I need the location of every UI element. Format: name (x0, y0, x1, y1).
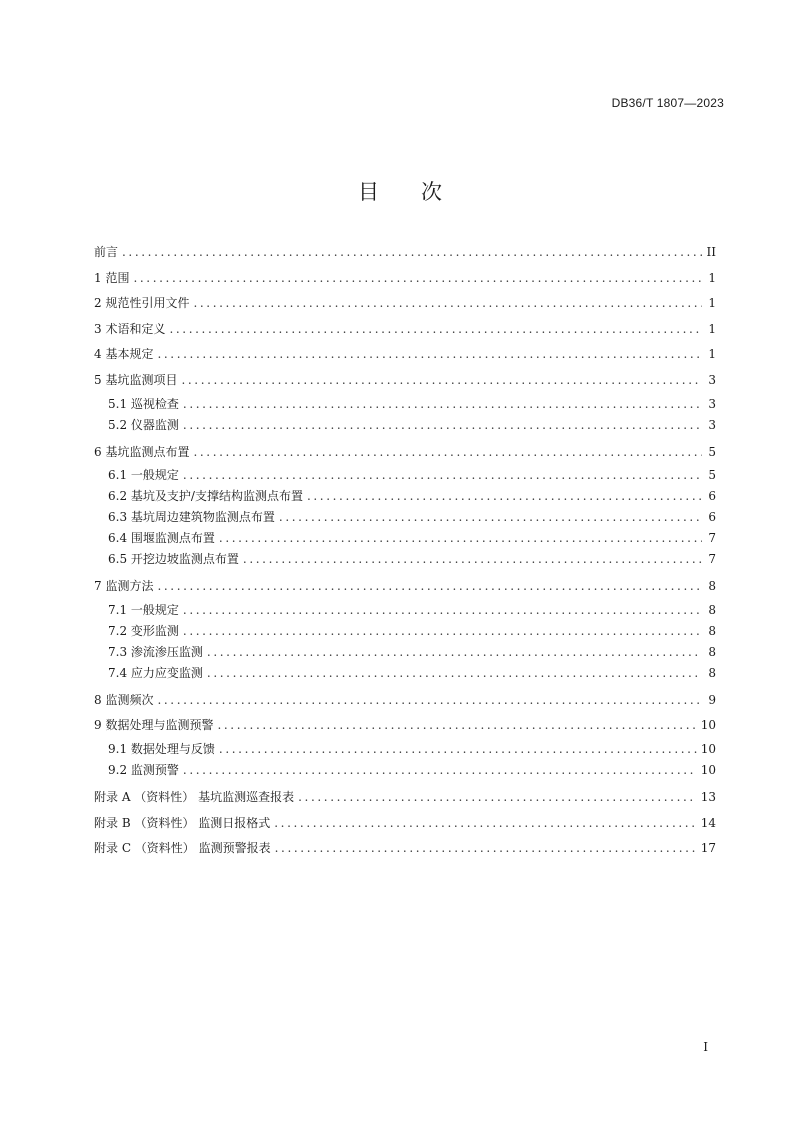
toc-entry[interactable] (94, 342, 716, 368)
toc-entry-label: 9 数据处理与监测预警 (94, 718, 214, 733)
footer-page-number: I (703, 1040, 708, 1054)
toc-entry-label: 附录 B （资料性） 监测日报格式 (94, 815, 271, 830)
toc-entry-label: 1 范围 (94, 270, 130, 285)
toc-entry-page: II (706, 245, 716, 259)
toc-entry-label: 7.4 应力应变监测 (108, 665, 203, 680)
toc-entry[interactable] (94, 394, 716, 415)
toc-leader-dots (183, 621, 702, 642)
toc-leader-dots (169, 317, 702, 343)
toc-entry[interactable] (94, 621, 716, 642)
toc-leader-dots (207, 642, 702, 663)
toc-entry-label: 6.3 基坑周边建筑物监测点布置 (108, 510, 275, 525)
toc-entry[interactable] (94, 266, 716, 292)
toc-entry-page: 8 (708, 579, 716, 594)
toc-leader-dots (157, 688, 702, 714)
toc-entry-label: 前言 (94, 245, 119, 259)
toc-entry[interactable] (94, 713, 716, 739)
toc-leader-dots (183, 415, 702, 436)
toc-leader-dots (193, 291, 702, 317)
toc-entry-label: 7.3 渗流渗压监测 (108, 644, 203, 659)
toc-entry[interactable] (94, 688, 716, 714)
toc-entry[interactable] (94, 785, 716, 811)
toc-leader-dots (274, 811, 696, 837)
toc-entry-page: 1 (708, 347, 716, 362)
toc-entry-label: 7.1 一般规定 (108, 602, 179, 617)
toc-leader-dots (207, 663, 702, 684)
toc-leader-dots (298, 785, 697, 811)
toc-entry[interactable] (94, 836, 716, 862)
toc-entry[interactable] (94, 317, 716, 343)
toc-entry[interactable] (94, 486, 716, 507)
toc-entry-label: 6.1 一般规定 (108, 468, 179, 483)
toc-entry[interactable] (94, 642, 716, 663)
toc-entry[interactable] (94, 240, 716, 266)
toc-entry-label: 附录 C （资料性） 监测预警报表 (94, 841, 271, 856)
toc-leader-dots (219, 739, 697, 760)
toc-leader-dots (181, 368, 702, 394)
toc-entry-label: 6.2 基坑及支护/支撑结构监测点布置 (108, 489, 303, 504)
toc-entry-page: 10 (700, 762, 716, 777)
toc-entry-page: 7 (708, 552, 716, 567)
table-of-contents (94, 240, 716, 862)
toc-leader-dots (157, 574, 702, 600)
page-title: 目 次 (358, 180, 442, 204)
toc-leader-dots (193, 440, 702, 466)
toc-entry-label: 附录 A （资料性） 基坑监测巡查报表 (94, 789, 295, 804)
toc-entry-label: 6.4 围堰监测点布置 (108, 531, 215, 546)
toc-entry-label: 3 术语和定义 (94, 321, 166, 336)
toc-entry[interactable] (94, 465, 716, 486)
toc-entry-page: 1 (708, 321, 716, 336)
toc-entry-label: 8 监测频次 (94, 692, 154, 707)
toc-entry-page: 1 (708, 296, 716, 311)
toc-entry-page: 13 (700, 789, 716, 804)
toc-entry-page: 6 (708, 489, 716, 504)
toc-entry-label: 6 基坑监测点布置 (94, 444, 190, 459)
toc-entry[interactable] (94, 528, 716, 549)
toc-entry-page: 3 (708, 417, 716, 432)
toc-entry[interactable] (94, 739, 716, 760)
toc-entry[interactable] (94, 440, 716, 466)
toc-leader-dots (279, 507, 702, 528)
toc-entry-page: 10 (700, 718, 716, 733)
toc-entry-label: 4 基本规定 (94, 347, 154, 362)
toc-entry[interactable] (94, 368, 716, 394)
toc-entry-label: 5.1 巡视检查 (108, 396, 179, 411)
toc-entry-page: 14 (700, 815, 716, 830)
toc-entry-page: 17 (700, 841, 716, 856)
toc-entry-label: 5.2 仪器监测 (108, 417, 179, 432)
toc-entry-page: 8 (708, 644, 716, 659)
toc-leader-dots (219, 528, 702, 549)
toc-entry-page: 8 (708, 665, 716, 680)
toc-entry[interactable] (94, 574, 716, 600)
toc-entry[interactable] (94, 291, 716, 317)
toc-entry-label: 6.5 开挖边坡监测点布置 (108, 552, 239, 567)
toc-entry-page: 1 (708, 270, 716, 285)
toc-entry-page: 3 (708, 372, 716, 387)
toc-leader-dots (157, 342, 702, 368)
document-code: DB36/T 1807—2023 (611, 96, 724, 110)
toc-entry-page: 9 (708, 692, 716, 707)
toc-entry[interactable] (94, 507, 716, 528)
toc-entry-page: 8 (708, 623, 716, 638)
toc-entry[interactable] (94, 415, 716, 436)
toc-entry-label: 9.2 监测预警 (108, 762, 179, 777)
toc-entry-label: 2 规范性引用文件 (94, 296, 190, 311)
toc-entry-page: 5 (708, 468, 716, 483)
toc-leader-dots (217, 713, 696, 739)
toc-entry-label: 7 监测方法 (94, 579, 154, 594)
toc-leader-dots (183, 760, 697, 781)
toc-leader-dots (243, 549, 702, 570)
toc-entry[interactable] (94, 760, 716, 781)
toc-leader-dots (122, 240, 702, 266)
toc-leader-dots (183, 600, 702, 621)
toc-entry-page: 7 (708, 531, 716, 546)
toc-entry[interactable] (94, 549, 716, 570)
toc-entry[interactable] (94, 811, 716, 837)
toc-entry-label: 9.1 数据处理与反馈 (108, 741, 215, 756)
toc-entry-page: 6 (708, 510, 716, 525)
toc-entry-label: 7.2 变形监测 (108, 623, 179, 638)
toc-leader-dots (307, 486, 702, 507)
toc-leader-dots (183, 394, 702, 415)
toc-leader-dots (183, 465, 702, 486)
toc-entry-page: 10 (700, 741, 716, 756)
toc-leader-dots (275, 836, 697, 862)
toc-entry-label: 5 基坑监测项目 (94, 372, 178, 387)
toc-entry[interactable] (94, 663, 716, 684)
toc-entry-page: 5 (708, 444, 716, 459)
toc-entry-page: 8 (708, 602, 716, 617)
toc-entry[interactable] (94, 600, 716, 621)
toc-entry-page: 3 (708, 396, 716, 411)
toc-leader-dots (133, 266, 702, 292)
